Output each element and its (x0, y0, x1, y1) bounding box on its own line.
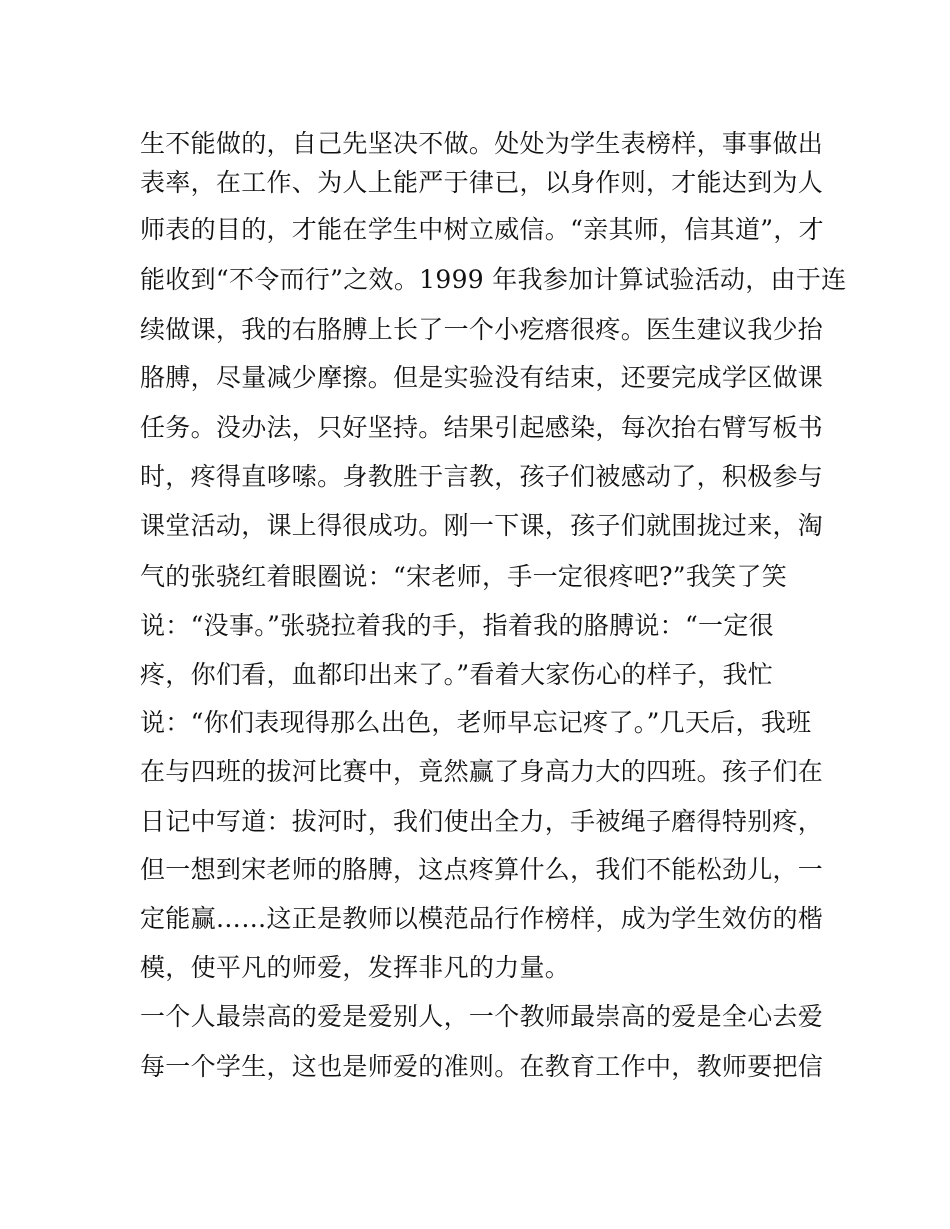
text-line: 生不能做的，自己先坚决不做。处处为学生表榜样，事事做出 (140, 129, 824, 158)
text-line: 任务。没办法，只好坚持。结果引起感染，每次抬右臂写板书 (140, 413, 824, 442)
text-line: 续做课，我的右胳膊上长了一个小疙瘩很疼。医生建议我少抬 (140, 315, 824, 344)
text-line: 能收到“不令而行”之效。1999 年我参加计算试验活动，由于连 (140, 265, 847, 294)
text-line: 说：“你们表现得那么出色，老师早忘记疼了。”几天后，我班 (140, 708, 812, 737)
text-line: 表率，在工作、为人上能严于律已，以身作则，才能达到为人 (140, 168, 824, 197)
text-line: 疼，你们看，血都印出来了。”看着大家伤心的样子，我忙 (140, 660, 774, 689)
text-line: 胳膊，尽量减少摩擦。但是实验没有结束，还要完成学区做课 (140, 363, 824, 392)
text-line: 一个人最崇高的爱是爱别人，一个教师最崇高的爱是全心去爱 (140, 1002, 824, 1031)
text-line: 每一个学生，这也是师爱的准则。在教育工作中，教师要把信 (140, 1052, 824, 1081)
text-line: 定能赢……这正是教师以模范品行作榜样，成为学生效仿的楷 (140, 904, 824, 933)
text-line: 日记中写道：拔河时，我们使出全力，手被绳子磨得特别疼， (140, 807, 824, 836)
text-line: 时，疼得直哆嗦。身教胜于言教，孩子们被感动了，积极参与 (140, 462, 824, 491)
text-line: 说：“没事。”张骁拉着我的手，指着我的胳膊说：“一定很 (140, 611, 774, 640)
text-line: 在与四班的拔河比赛中，竟然赢了身高力大的四班。孩子们在 (140, 757, 824, 786)
text-line: 但一想到宋老师的胳膊，这点疼算什么，我们不能松劲儿，一 (140, 855, 824, 884)
text-line: 师表的目的，才能在学生中树立威信。“亲其师，信其道”，才 (140, 215, 824, 244)
text-line: 课堂活动，课上得很成功。刚一下课，孩子们就围拢过来，淘 (140, 511, 824, 540)
text-line: 模，使平凡的师爱，发挥非凡的力量。 (140, 953, 571, 982)
text-line: 气的张骁红着眼圈说：“宋老师，手一定很疼吧?”我笑了笑 (140, 562, 788, 591)
